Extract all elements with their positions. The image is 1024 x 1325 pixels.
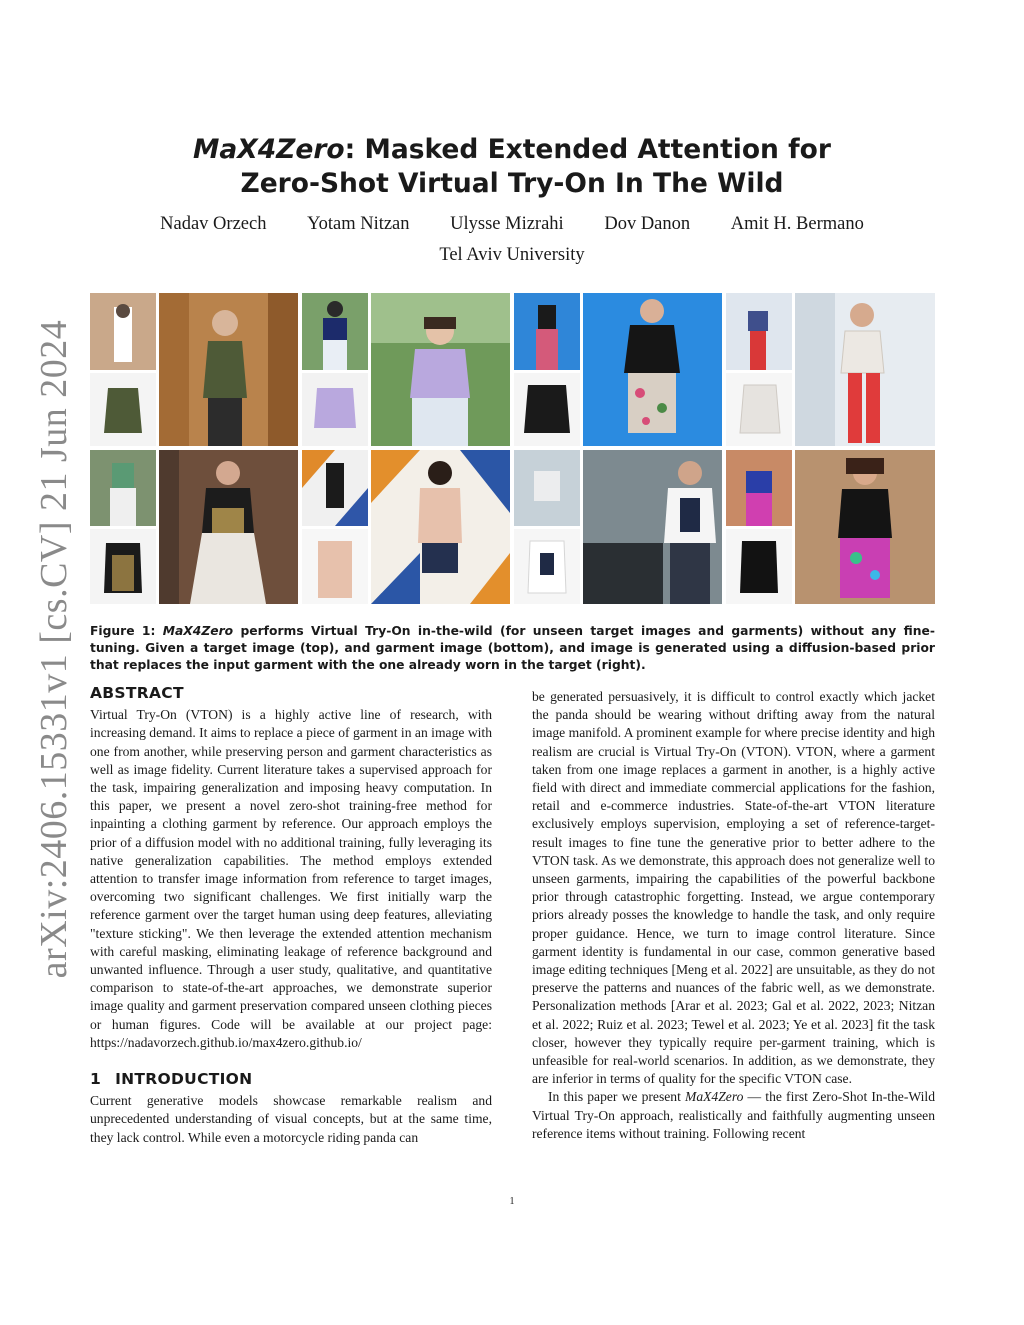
example-olive-top <box>90 293 298 446</box>
teaser-image-grid <box>90 293 935 604</box>
title-line1: : Masked Extended Attention for <box>344 134 831 165</box>
intro-paragraph-2 <box>532 1088 935 1143</box>
section-title: INTRODUCTION <box>115 1070 253 1089</box>
teaser-figure <box>90 293 935 604</box>
para2-method-name: MaX4Zero <box>685 1089 744 1105</box>
affiliation: Tel Aviv University <box>439 245 585 265</box>
author-list <box>0 214 1024 235</box>
example-black-tee <box>726 450 935 604</box>
example-nude-bodysuit <box>302 450 510 604</box>
caption-method-name: MaX4Zero <box>162 624 234 638</box>
example-white-cami <box>726 293 935 446</box>
left-column <box>90 684 492 1147</box>
author-name: Dov Danon <box>604 214 691 234</box>
example-print-tee <box>514 450 722 604</box>
intro-paragraph-continued: be generated persuasively, it is difficult to control exactly which jacket the panda should be wearing without drifting away from the natural image manifold. A prominent example for where precise identity and high realism are crucial is Virtual Try-On (VTON). VTON, where a garment taken from one image replaces a garment in another, is a highly active field with direct and immediate commercial applications for the fashion, retail and e-commerce industries. State-of-the-art VTON literature exclusively employs supervision, employing a set of reference-target-result images to fine tune the generative prior to better adhere to the VTON task. As we demonstrate, this approach does not generalize well to unseen garments, impairing the capabilities of the powerful backbone prior through catastrophic forgetting. Instead, we argue contemporary priors already posses the knowledge to handle the task, and only require proper guidance. Hence, we turn to image control literature. Since garment identity is fundamental in our case, common generative based image editing techniques [Meng et al. 2022] are unsuitable, as they do not preserve the patterns and nuances of the fabric well, as we demonstrate. Personalization methods [Arar et al. 2023; Gal et al. 2022, 2023; Nitzan et al. 2022; Ruiz et al. 2023; Tewel et al. 2023; Ye et al. 2023] fit the task closer, however they typically require per-garment training, which is unfeasible for real-world scenarios. In addition, as we demonstrate, they are inferior in terms of quality for the specific VTON case. <box>532 689 935 1087</box>
para2-end: — the first Zero-Shot In-the-Wild Virtual Try-On approach, realistically and faithfully augmenting unseen reference items without training. Following recent <box>532 1089 935 1141</box>
author-name: Yotam Nitzan <box>307 214 410 234</box>
section-number: 1 <box>90 1070 102 1089</box>
author-name: Ulysse Mizrahi <box>450 214 564 234</box>
arxiv-stamp: arXiv:2406.15331v1 [cs.CV] 21 Jun 2024 <box>33 319 75 979</box>
abstract-heading: ABSTRACT <box>90 684 184 702</box>
intro-paragraph: Current generative models showcase remarkable realism and unprecedented understanding of visual concepts, but at the same time, they lack control. While even a motorcycle riding panda can <box>90 1093 492 1145</box>
paper-title <box>0 133 1024 201</box>
author-name: Nadav Orzech <box>160 214 267 234</box>
example-black-jacket <box>514 293 722 446</box>
intro-heading <box>90 1070 492 1088</box>
figure-caption <box>90 623 935 675</box>
example-gold-tee <box>90 450 298 604</box>
method-name: MaX4Zero <box>193 134 345 165</box>
abstract-text: Virtual Try-On (VTON) is a highly active line of research, with increasing demand. It aims to replace a piece of garment in an image with one from another, while preserving person and garment characteristics as well as image fidelity. Current literature takes a supervised approach for the task, impairing generalization and imposing heavy computation. In this paper, we present a novel zero-shot training-free method for inpainting a clothing garment by reference. Our approach employs the prior of a diffusion model with no additional training, fully leveraging its native generalization capabilities. The method employs extended attention to transfer image information from reference to target images, overcoming two significant challenges. We first initially warp the reference garment over the target human using deep features, alleviating "texture sticking". We then leverage the extended attention mechanism with careful masking, eliminating leakage of reference background and unwanted influence. Through a user study, qualitative, and quantitative comparison to state-of-the-art approaches, we demonstrate superior image quality and garment preservation compared unseen clothing pieces or human figures. Code will be available at our project page: https://nadavorzech.github.io/max4zero.github.io/ <box>90 707 492 1050</box>
caption-label: Figure 1: <box>90 624 156 638</box>
caption-text: performs Virtual Try-On in-the-wild (for unseen target images and garments) without any fine-tuning. Given a target image (top), and garment image (bottom), and image is generated using a diffusion-based prior that replaces the input garment with the one already worn in the target (right). <box>90 624 935 673</box>
example-lavender-polo <box>302 293 510 446</box>
page-number: 1 <box>509 1196 515 1207</box>
title-line2: Zero-Shot Virtual Try-On In The Wild <box>240 168 784 199</box>
author-name: Amit H. Bermano <box>730 214 864 234</box>
right-column <box>532 688 935 1143</box>
para2-start: In this paper we present <box>548 1089 685 1105</box>
